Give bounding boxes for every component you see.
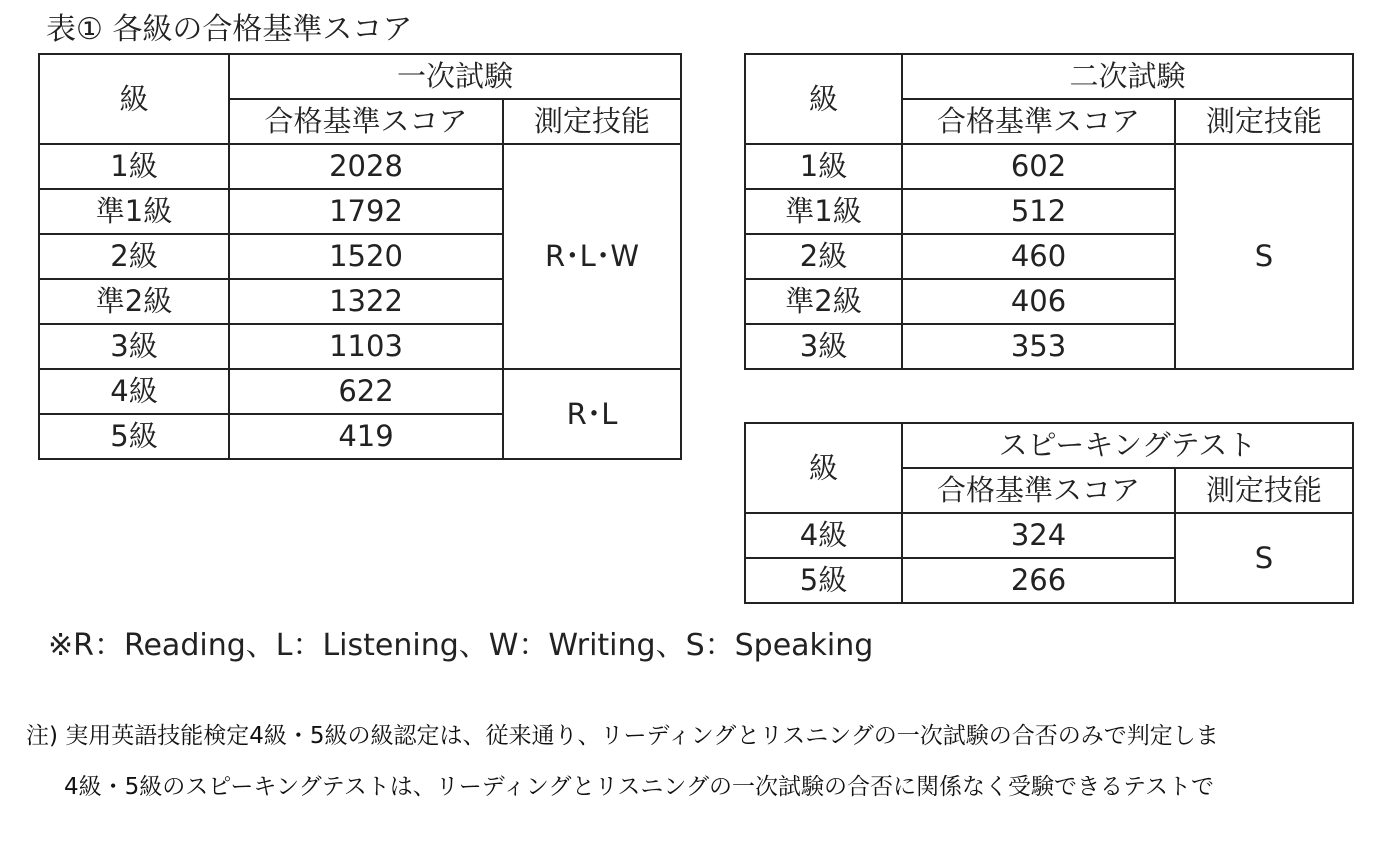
table-header-row xyxy=(745,423,1353,468)
speaking-test-group-header: スピーキングテスト xyxy=(902,423,1353,468)
table-row xyxy=(745,144,1353,189)
score-cell: 602 xyxy=(902,144,1175,189)
skill-cell: R･L xyxy=(503,369,681,459)
second-exam-group-header: 二次試験 xyxy=(902,54,1353,99)
skill-column-header: 測定技能 xyxy=(503,99,681,144)
score-column-header: 合格基準スコア xyxy=(229,99,503,144)
score-cell: 2028 xyxy=(229,144,503,189)
score-cell: 512 xyxy=(902,189,1175,234)
grade-cell: 1級 xyxy=(745,144,902,189)
grade-column-header: 級 xyxy=(39,54,229,144)
score-cell: 353 xyxy=(902,324,1175,369)
table-row xyxy=(39,144,681,189)
grade-cell: 準2級 xyxy=(745,279,902,324)
grade-cell: 4級 xyxy=(745,513,902,558)
score-cell: 266 xyxy=(902,558,1175,603)
table-caption: 表① 各級の合格基準スコア xyxy=(46,12,413,47)
skill-column-header: 測定技能 xyxy=(1175,468,1353,513)
skill-cell: S xyxy=(1175,513,1353,603)
grade-cell: 2級 xyxy=(39,234,229,279)
score-cell: 406 xyxy=(902,279,1175,324)
first-exam-group-header: 一次試験 xyxy=(229,54,681,99)
grade-cell: 準1級 xyxy=(39,189,229,234)
score-column-header: 合格基準スコア xyxy=(902,468,1175,513)
table-header-row xyxy=(39,54,681,99)
grade-cell: 5級 xyxy=(39,414,229,459)
score-cell: 1520 xyxy=(229,234,503,279)
speaking-test-table xyxy=(744,422,1354,604)
grade-cell: 4級 xyxy=(39,369,229,414)
score-cell: 622 xyxy=(229,369,503,414)
skill-column-header: 測定技能 xyxy=(1175,99,1353,144)
first-exam-table xyxy=(38,53,682,460)
skill-cell: R･L･W xyxy=(503,144,681,369)
skill-legend: ※R：Reading、L：Listening、W：Writing、S：Speaking xyxy=(48,628,874,663)
table-header-row xyxy=(745,54,1353,99)
score-cell: 460 xyxy=(902,234,1175,279)
score-cell: 1103 xyxy=(229,324,503,369)
score-cell: 324 xyxy=(902,513,1175,558)
grade-cell: 準1級 xyxy=(745,189,902,234)
grade-cell: 2級 xyxy=(745,234,902,279)
score-column-header: 合格基準スコア xyxy=(902,99,1175,144)
grade-column-header: 級 xyxy=(745,423,902,513)
table-row xyxy=(39,369,681,414)
second-exam-table xyxy=(744,53,1354,370)
note-line: 4級・5級のスピーキングテストは、リーディングとリスニングの一次試験の合否に関係なく受験できるテストで xyxy=(64,774,1215,800)
grade-cell: 5級 xyxy=(745,558,902,603)
grade-column-header: 級 xyxy=(745,54,902,144)
grade-cell: 準2級 xyxy=(39,279,229,324)
note-line: 注) 実用英語技能検定4級・5級の級認定は、従来通り、リーディングとリスニングの一次試験の合否のみで判定しま xyxy=(26,723,1219,749)
skill-cell: S xyxy=(1175,144,1353,369)
grade-cell: 3級 xyxy=(39,324,229,369)
table-row xyxy=(745,513,1353,558)
grade-cell: 3級 xyxy=(745,324,902,369)
score-cell: 1322 xyxy=(229,279,503,324)
score-cell: 419 xyxy=(229,414,503,459)
score-cell: 1792 xyxy=(229,189,503,234)
grade-cell: 1級 xyxy=(39,144,229,189)
